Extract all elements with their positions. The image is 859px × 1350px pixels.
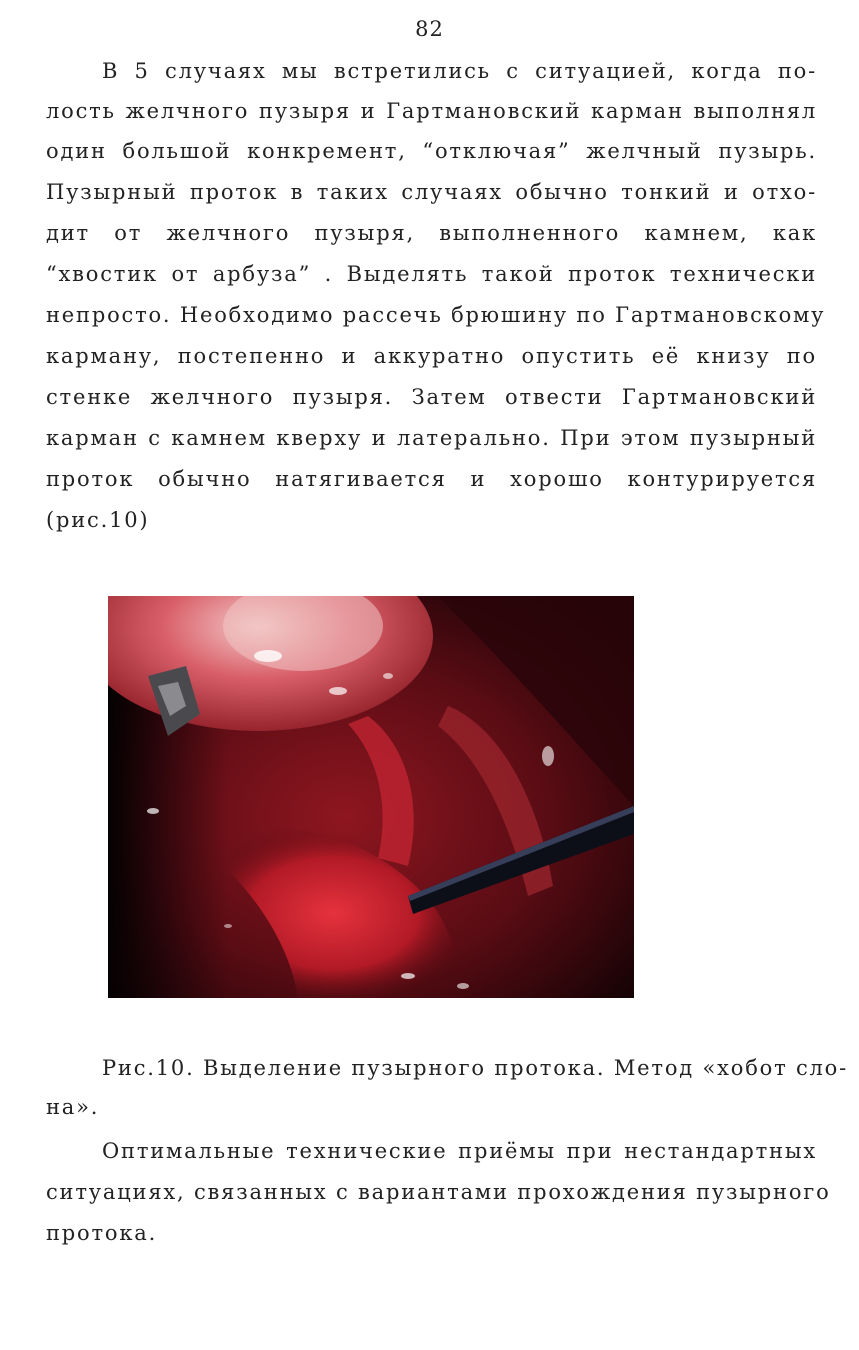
text-line: “хвостик от арбуза” . Выделять такой проток технически — [46, 262, 817, 286]
text-line: ситуациях, связанных с вариантами прохождения пузырного — [46, 1180, 831, 1204]
text-line: один большой конкремент, “отключая” желчный пузырь. — [46, 139, 817, 163]
text-line: В 5 случаях мы встретились с ситуацией, когда по- — [102, 59, 817, 83]
text-line: карману, постепенно и аккуратно опустить её книзу по — [46, 344, 817, 368]
text-line: дит от желчного пузыря, выполненного камнем, как — [46, 221, 817, 245]
text-line: Пузырный проток в таких случаях обычно тонкий и отхо- — [46, 180, 817, 204]
text-line: стенке желчного пузыря. Затем отвести Гартмановский — [46, 385, 817, 409]
text-line: Оптимальные технические приёмы при нестандартных — [102, 1139, 817, 1163]
caption-line: Рис.10. Выделение пузырного протока. Метод «хобот сло- — [102, 1056, 849, 1080]
page-number: 82 — [415, 17, 444, 41]
laparoscopic-photo — [108, 596, 634, 998]
text-line: карман с камнем кверху и латерально. При этом пузырный — [46, 426, 817, 450]
text-line: (рис.10) — [46, 508, 150, 532]
text-line: лость желчного пузыря и Гартмановский карман выполнял — [46, 99, 817, 123]
text-line: проток обычно натягивается и хорошо контурируется — [46, 467, 817, 491]
text-line: непросто. Необходимо рассечь брюшину по Гартмановскому — [46, 303, 826, 327]
text-line: протока. — [46, 1221, 158, 1245]
caption-line: на». — [46, 1095, 100, 1119]
